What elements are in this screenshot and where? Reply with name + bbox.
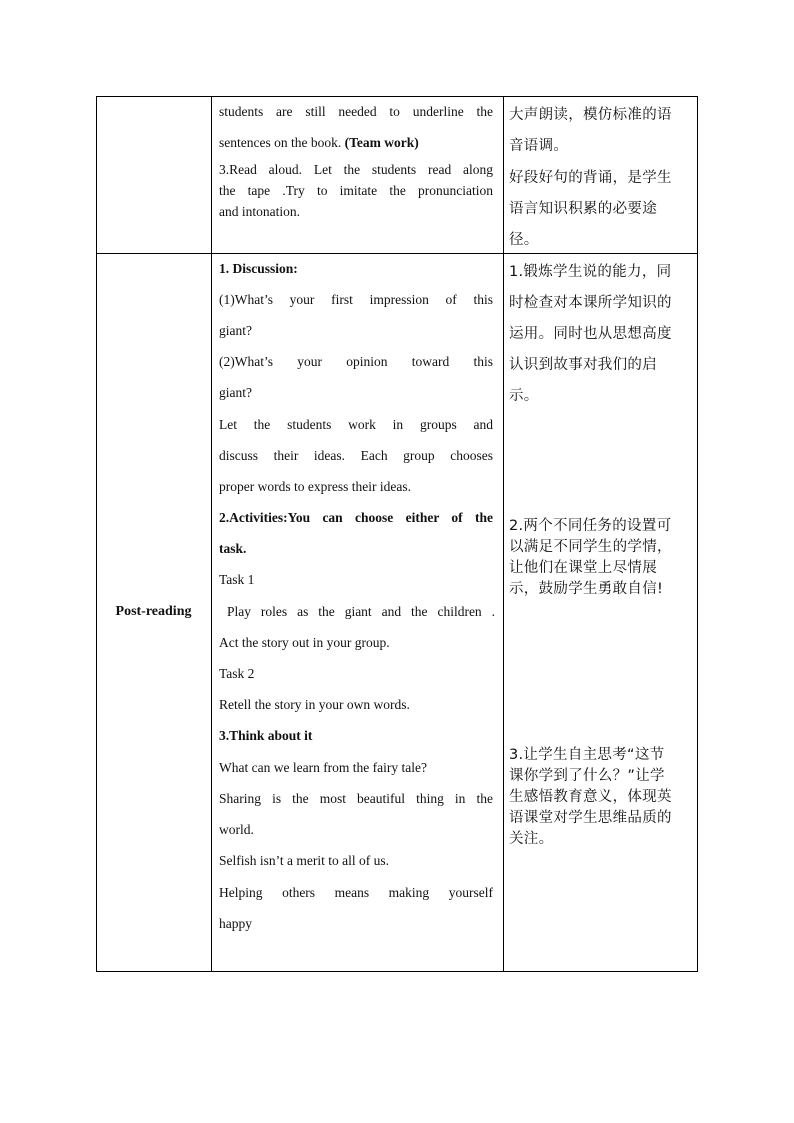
text-line: 音语调。 [509, 138, 569, 154]
text-line: Act the story out in your group. [219, 635, 390, 650]
text-line: What can we learn from the fairy tale? [219, 760, 428, 775]
text-line: 课你学到了什么？”让学 [509, 768, 665, 784]
text-line: world. [219, 822, 254, 837]
text-line: 语课堂对学生思维品质的 [509, 810, 672, 826]
text-line: Selfish isn’t a merit to all of us. [219, 853, 389, 868]
text-line: and intonation. [219, 204, 300, 219]
text-line: happy [219, 916, 252, 931]
text-line: discuss their ideas. Each group chooses [219, 448, 493, 463]
text-line: 运用。同时也从思想高度 [509, 326, 672, 342]
text-line: 生感悟教育意义，体现英 [509, 789, 672, 805]
text-line: 时检查对本课所学知识的 [509, 295, 672, 311]
text-line: Helping others means making yourself [219, 885, 493, 900]
section-heading: 1. Discussion: [219, 261, 298, 276]
text-line: students are still needed to underline the [219, 104, 493, 119]
text-line: 3.Read aloud. Let the students read along [219, 162, 493, 177]
section-heading: 3.Think about it [219, 728, 313, 743]
text-line: giant? [219, 385, 252, 400]
text-line: 3.让学生自主思考“这节 [509, 747, 665, 763]
text-line: giant? [219, 323, 252, 338]
text-line [219, 135, 493, 151]
table-row-divider [96, 253, 698, 254]
table-column-divider-1 [211, 96, 212, 972]
text-line: Task 2 [219, 666, 255, 681]
text-line: Let the students work in groups and [219, 417, 493, 432]
text-line: 以满足不同学生的学情， [509, 539, 672, 555]
text-line: Task 1 [219, 572, 255, 587]
text-line: the tape .Try to imitate the pronunciation [219, 183, 493, 198]
text-line: 关注。 [509, 831, 554, 847]
text-line: 示。 [509, 388, 539, 404]
table-border-bottom [96, 971, 698, 972]
text-line: Play roles as the giant and the children . [227, 604, 495, 619]
section-heading: 2.Activities:You can choose either of the [219, 510, 493, 525]
section-heading: task. [219, 541, 247, 556]
text-line: 示，鼓励学生勇敢自信! [509, 581, 664, 597]
text-line: Retell the story in your own words. [219, 697, 410, 712]
team-work-label: (Team work) [344, 135, 419, 150]
text-line: 认识到故事对我们的启 [509, 357, 657, 373]
text-line: 1.锻炼学生说的能力，同 [509, 264, 672, 280]
text-line: (1)What’s your first impression of this [219, 292, 493, 307]
text-line: 2.两个不同任务的设置可 [509, 518, 672, 534]
text-line: Sharing is the most beautiful thing in the [219, 791, 493, 806]
text-line: 语言知识积累的必要途 [509, 201, 657, 217]
stage-label: Post-reading [115, 604, 192, 619]
text-line: proper words to express their ideas. [219, 479, 411, 494]
table-column-divider-2 [503, 96, 504, 972]
table-border-top [96, 96, 698, 97]
text-line: (2)What’s your opinion toward this [219, 354, 493, 369]
text-line: 大声朗读，模仿标准的语 [509, 107, 672, 123]
text-line: 让他们在课堂上尽情展 [509, 560, 657, 576]
table-border-right [697, 96, 698, 972]
text-line: 好段好句的背诵，是学生 [509, 170, 672, 186]
text-fragment: sentences on the book. [219, 135, 342, 150]
text-line: 径。 [509, 232, 539, 248]
table-border-left [96, 96, 97, 972]
